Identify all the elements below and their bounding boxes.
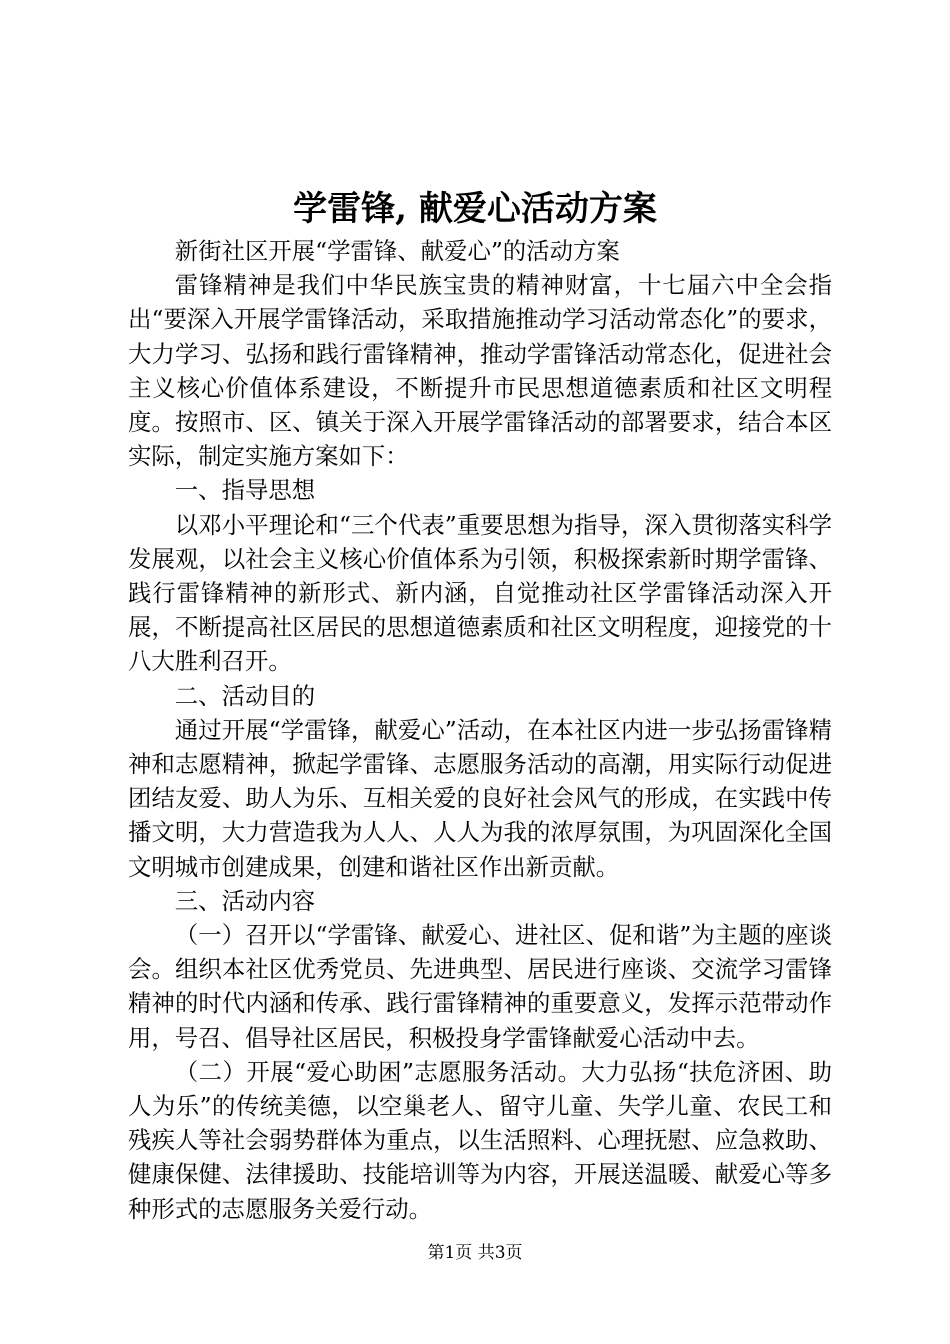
paragraph-subtitle: 新街社区开展“学雷锋、献爱心”的活动方案 [174, 237, 620, 265]
document-title: 学雷锋, 献爱心活动方案 [293, 189, 657, 229]
paragraph-activity-purpose: 通过开展“学雷锋，献爱心”活动，在本社区内进一步弘扬雷锋精神和志愿精神，掀起学雷锋、志愿服务活动的高潮，用实际行动促进团结友爱、助人为乐、互相关爱的良好社会风气的形成，在实践中传播文明，大力营造我为人人、人人为我的浓厚氛围，为巩固深化全国文明城市创建成果，创建和谐社区作出新贡献。 [128, 715, 832, 881]
paragraph-content-item-1: （一）召开以“学雷锋、献爱心、进社区、促和谐”为主题的座谈会。组织本社区优秀党员、先进典型、居民进行座谈、交流学习雷锋精神的时代内涵和传承、践行雷锋精神的重要意义，发挥示范带动作用，号召、倡导社区居民，积极投身学雷锋献爱心活动中去。 [128, 921, 832, 1052]
heading-activity-purpose: 二、活动目的 [174, 681, 316, 710]
paragraph-intro: 雷锋精神是我们中华民族宝贵的精神财富，十七届六中全会指出“要深入开展学雷锋活动，采取措施推动学习活动常态化”的要求，大力学习、弘扬和践行雷锋精神，推动学雷锋活动常态化，促进社会主义核心价值体系建设，不断提升市民思想道德素质和社区文明程度。按照市、区、镇关于深入开展学雷锋活动的部署要求，结合本区实际，制定实施方案如下： [128, 271, 832, 471]
heading-guiding-thought: 一、指导思想 [174, 476, 316, 505]
page-number: 第1页 共3页 [427, 1243, 523, 1263]
paragraph-guiding-thought: 以邓小平理论和“三个代表”重要思想为指导，深入贯彻落实科学发展观，以社会主义核心价值体系为引领，积极探索新时期学雷锋、践行雷锋精神的新形式、新内涵，自觉推动社区学雷锋活动深入开展，不断提高社区居民的思想道德素质和社区文明程度，迎接党的十八大胜利召开。 [128, 510, 832, 676]
heading-activity-content: 三、活动内容 [174, 886, 316, 915]
paragraph-content-item-2: （二）开展“爱心助困”志愿服务活动。大力弘扬“扶危济困、助人为乐”的传统美德，以空巢老人、留守儿童、失学儿童、农民工和残疾人等社会弱势群体为重点，以生活照料、心理抚慰、应急救助、健康保健、法律援助、技能培训等为内容，开展送温暖、献爱心等多种形式的志愿服务关爱行动。 [128, 1057, 832, 1223]
document-body [128, 234, 832, 1226]
